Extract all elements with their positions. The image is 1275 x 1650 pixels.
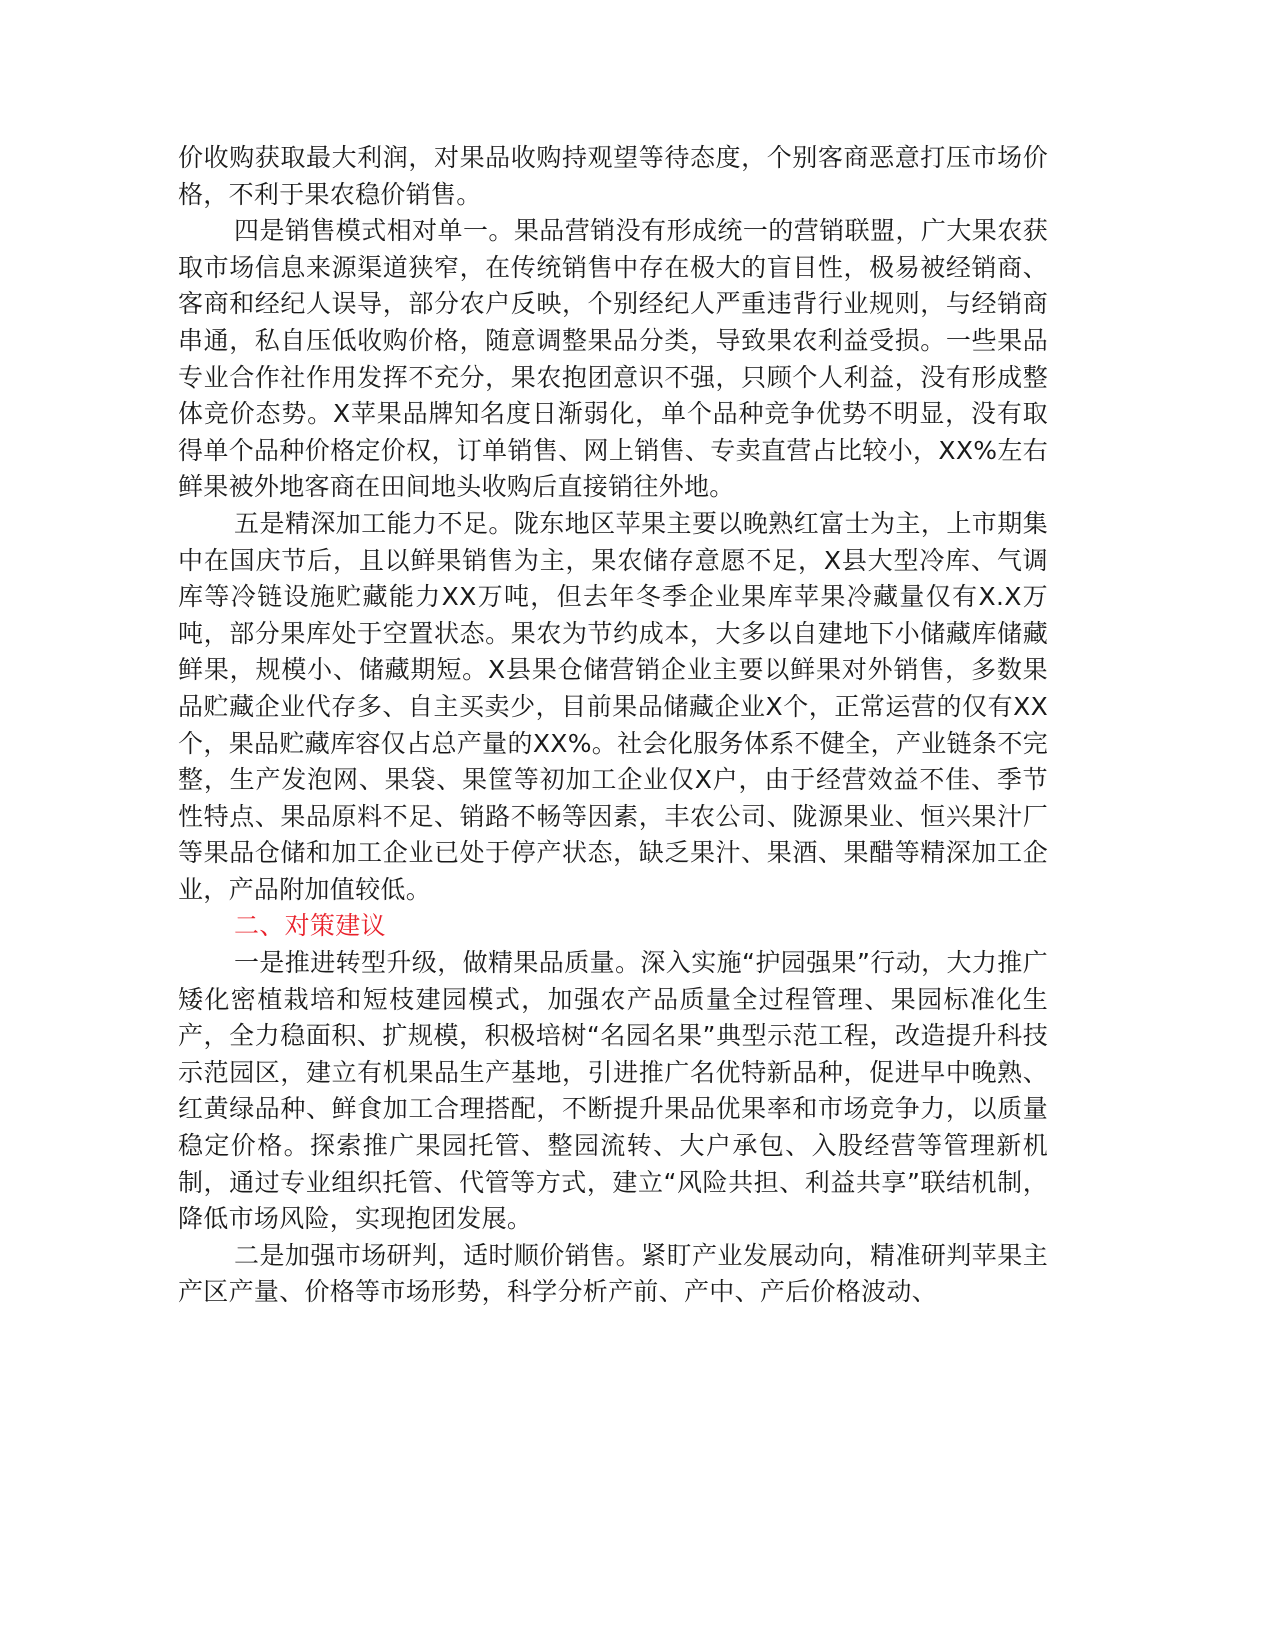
- paragraph-transformation-upgrade: 一是推进转型升级，做精果品质量。深入实施“护园强果”行动，大力推广矮化密植栽培和短枝建园模式，加强农产品质量全过程管理、果园标准化生产，全力稳面积、扩规模，积极培树“名园名果”典型示范工程，改造提升科技示范园区，建立有机果品生产基地，引进推广名优特新品种，促进早中晚熟、红黄绿品种、鲜食加工合理搭配，不断提升果品优果率和市场竞争力，以质量稳定价格。探索推广果园托管、整园流转、大户承包、入股经营等管理新机制，通过专业组织托管、代管等方式，建立“风险共担、利益共享”联结机制，降低市场风险，实现抱团发展。: [178, 948, 1048, 1234]
- paragraph-market-analysis: 二是加强市场研判，适时顺价销售。紧盯产业发展动向，精准研判苹果主产区产量、价格等市场形势，科学分析产前、产中、产后价格波动、: [178, 1240, 1048, 1307]
- section-heading-countermeasures: 二、对策建议: [234, 911, 386, 941]
- document-page: [178, 140, 1048, 1311]
- paragraph-processing-capacity: 五是精深加工能力不足。陇东地区苹果主要以晚熟红富士为主，上市期集中在国庆节后，且以鲜果销售为主，果农储存意愿不足，X县大型冷库、气调库等冷链设施贮藏能力XX万吨，但去年冬季企业果库苹果冷藏量仅有X.X万吨，部分果库处于空置状态。果农为节约成本，大多以自建地下小储藏库储藏鲜果，规模小、储藏期短。X县果仓储营销企业主要以鲜果对外销售，多数果品贮藏企业代存多、自主买卖少，目前果品储藏企业X个，正常运营的仅有XX个，果品贮藏库容仅占总产量的XX%。社会化服务体系不健全，产业链条不完整，生产发泡网、果袋、果筐等初加工企业仅X户，由于经营效益不佳、季节性特点、果品原料不足、销路不畅等因素，丰农公司、陇源果业、恒兴果汁厂等果品仓储和加工企业已处于停产状态，缺乏果汁、果酒、果醋等精深加工企业，产品附加值较低。: [178, 508, 1048, 904]
- paragraph-sales-model: 四是销售模式相对单一。果品营销没有形成统一的营销联盟，广大果农获取市场信息来源渠道狭窄，在传统销售中存在极大的盲目性，极易被经销商、客商和经纪人误导，部分农户反映，个别经纪人严重违背行业规则，与经销商串通，私自压低收购价格，随意调整果品分类，导致果农利益受损。一些果品专业合作社作用发挥不充分，果农抱团意识不强，只顾个人利益，没有形成整体竞价态势。X苹果品牌知名度日渐弱化，单个品种竞争优势不明显，没有取得单个品种价格定价权，订单销售、网上销售、专卖直营占比较小，XX%左右鲜果被外地客商在田间地头收购后直接销往外地。: [178, 216, 1048, 502]
- paragraph-continuation: 价收购获取最大利润，对果品收购持观望等待态度，个别客商恶意打压市场价格，不利于果农稳价销售。: [178, 143, 1048, 209]
